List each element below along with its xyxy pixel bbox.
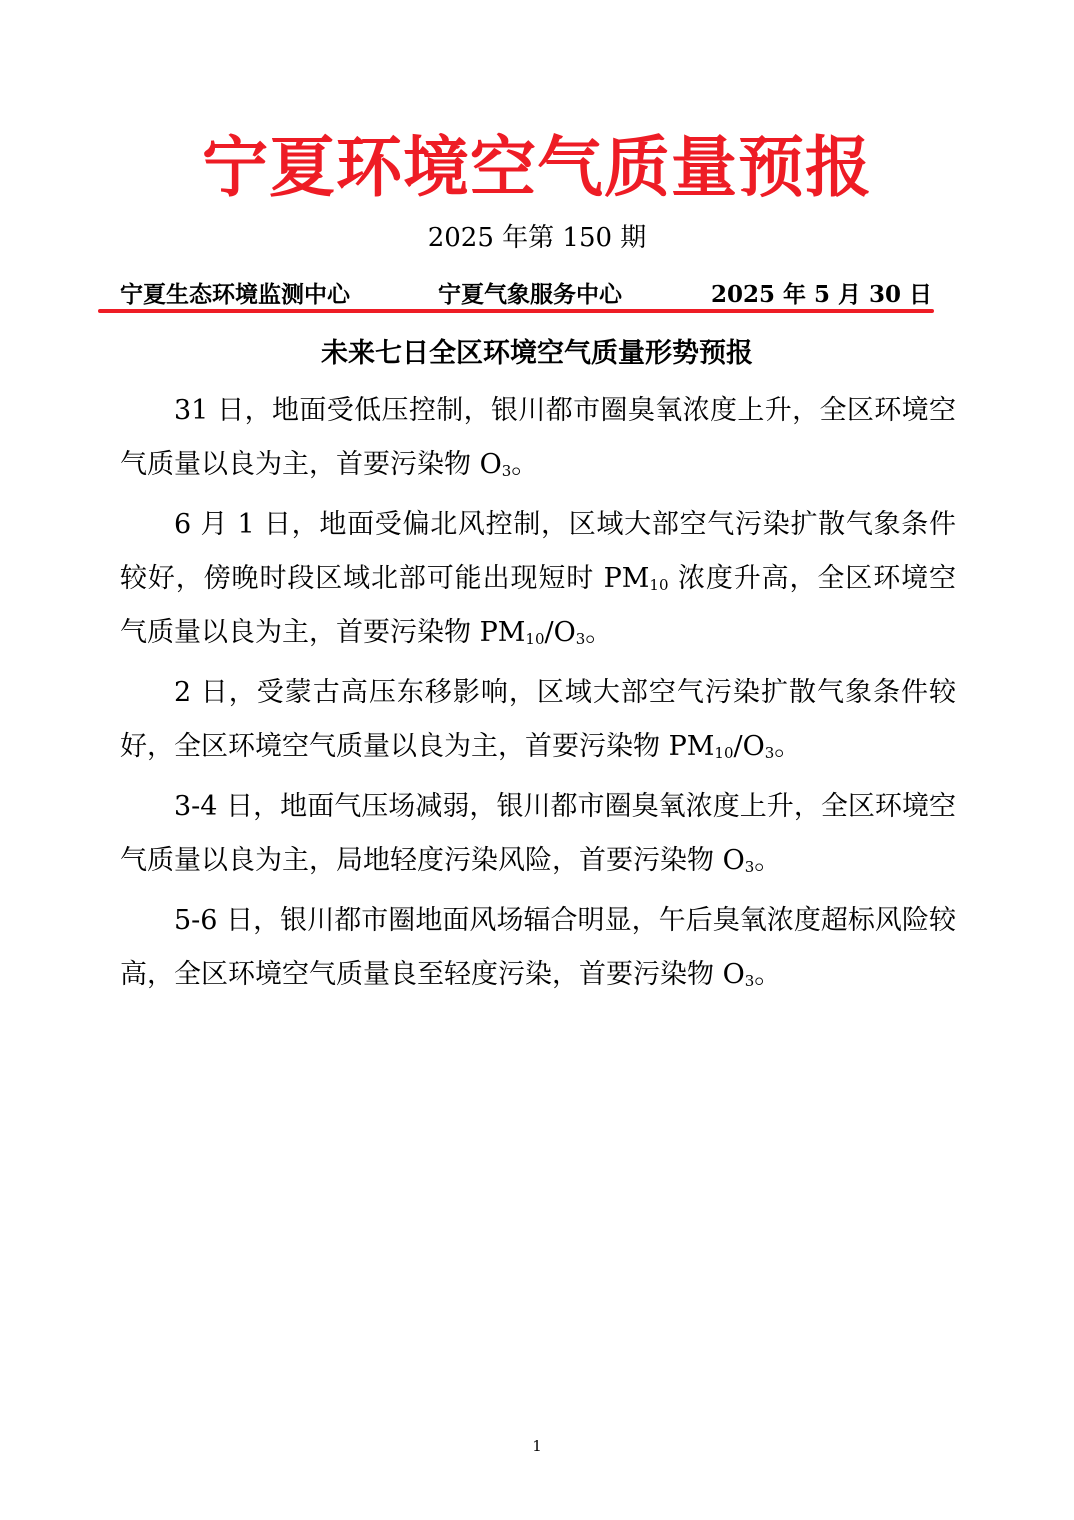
text-run: 2 日，受蒙古高压东移影响，区域大部空气污染扩散气象条件较好，全区环境空气质量以良为主，首要污染物 PM [120,677,956,762]
forecast-body [120,384,956,1008]
masthead-title: 宁夏环境空气质量预报 [202,129,872,206]
forecast-paragraph-2 [120,666,956,774]
subscript: 3 [744,858,755,876]
header-red-rule [98,309,934,313]
forecast-paragraph-june-1 [120,498,956,660]
text-run: 。 [774,731,802,762]
text-run: 5-6 日，银川都市圈地面风场辐合明显，午后臭氧浓度超标风险较高，全区环境空气质量良至轻度污染，首要污染物 O [120,905,956,990]
section-title: 未来七日全区环境空气质量形势预报 [321,338,753,369]
text-run: 3-4 日，地面气压场减弱，银川都市圈臭氧浓度上升，全区环境空气质量以良为主，局地轻度污染风险，首要污染物 O [120,791,956,876]
forecast-paragraph-5-6 [120,894,956,1002]
text-run: 。 [754,845,782,876]
forecast-paragraph-31 [120,384,956,492]
text-run: /O [544,617,576,648]
subscript: 3 [744,972,755,990]
publisher-weather-center: 宁夏气象服务中心 [438,281,622,308]
text-run: /O [733,731,765,762]
text-run: 。 [511,449,539,480]
subscript: 3 [501,462,512,480]
subscript: 10 [649,576,669,594]
text-run: 浓度升高，全区环境空气质量以良为主，首要污染物 PM [120,563,956,648]
subscript: 10 [714,744,734,762]
text-run: 6 月 1 日，地面受偏北风控制，区域大部空气污染扩散气象条件较好，傍晚时段区域北部可能出现短时 PM [120,509,956,594]
subscript: 10 [525,630,545,648]
publish-date: 2025 年 5 月 30 日 [710,281,932,308]
publisher-environment-center: 宁夏生态环境监测中心 [120,281,350,308]
text-run: 。 [754,959,782,990]
subscript: 3 [764,744,775,762]
issue-number: 2025 年第 150 期 [427,223,647,253]
publisher-line [120,278,938,312]
subscript: 3 [575,630,586,648]
text-run: 31 日，地面受低压控制，银川都市圈臭氧浓度上升，全区环境空气质量以良为主，首要污染物 O [120,395,956,480]
text-run: 。 [585,617,613,648]
page-number: 1 [532,1437,542,1455]
forecast-paragraph-3-4 [120,780,956,888]
